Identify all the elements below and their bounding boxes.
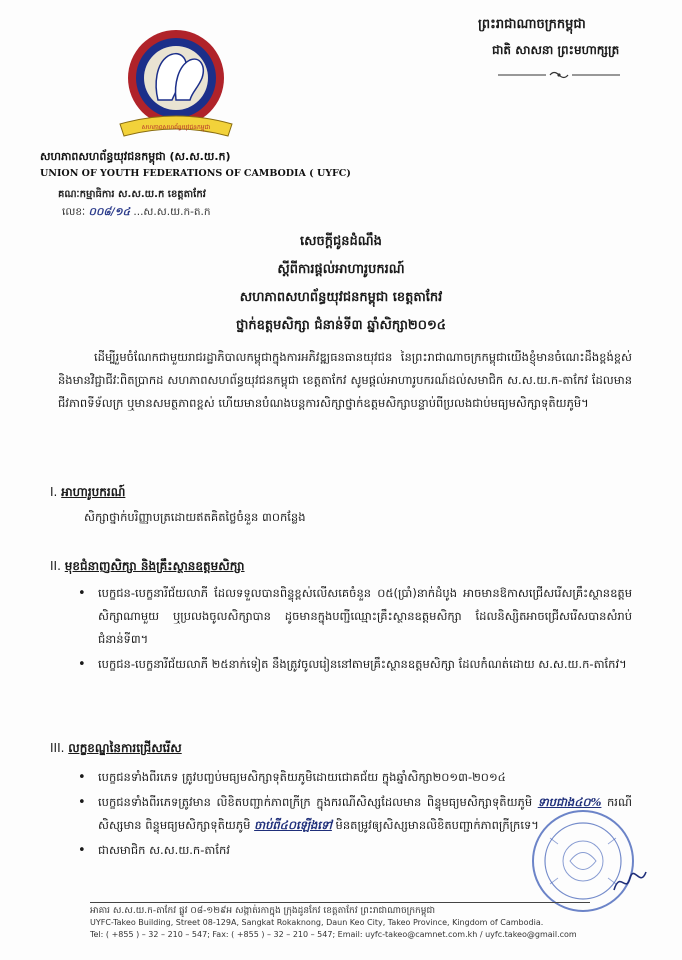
list-item-text: ជាសមាជិក ស.ស.យ.ក-តាកែវ (98, 843, 230, 857)
footer-contact (90, 905, 590, 941)
footer-address-english: UYFC-Takeo Building, Street 08-129A, Sangkat Rokaknong, Daun Keo City, Takeo Province, Kingdom of Cambodia. (90, 918, 544, 927)
section-1-text: សិក្សាថ្នាក់បរិញ្ញាបត្រដោយឥតគិតថ្លៃចំនួន ៣០កន្លែង (84, 510, 306, 524)
section-3-title: លក្ខខណ្ឌនៃការជ្រើសរើស (68, 741, 182, 755)
section-2-title: មុខជំនាញសិក្សា និងគ្រឹះស្ថានឧត្តមសិក្សា (64, 559, 245, 573)
committee-name: គណៈកម្មាធិការ ស.ស.យ.ក ខេត្តតាកែវ (58, 189, 206, 200)
list-item-text: បេក្ខជន-បេក្ខនារីជ័យលាភី ២៥នាក់ទៀត នឹងត្រូវចូលរៀននៅតាមគ្រឹះស្ថានឧត្តមសិក្សា ដែលកំណត់ដោយ ស.ស.យ.ក-តាកែវ។ (98, 657, 627, 671)
handwritten-from-40: ចាប់ពី៤០ឡើងទៅ (254, 818, 332, 832)
list-item (76, 582, 632, 651)
ref-suffix: ...ស.ស.យ.ក-ត.ក (133, 206, 211, 218)
footer-divider (90, 902, 590, 903)
uyfc-logo (110, 26, 242, 146)
bullet-icon: • (78, 795, 86, 810)
bullet-icon: • (78, 843, 86, 858)
title-subject: ស្តីពីការផ្តល់អាហារូបករណ៍ (277, 262, 405, 277)
footer-address-khmer: អាគារ ស.ស.យ.ក-តាកែវ ផ្លូវ ០៨-១២៩អ សង្កាត់រកាក្នុង ក្រុងដូនកែវ ខេត្តតាកែវ ព្រះរាជាណាចក្រកម្ពុជា (90, 906, 436, 916)
org-name-english: UNION OF YOUTH FEDERATIONS OF CAMBODIA ( UYFC) (40, 168, 351, 179)
section-3-number: III. (50, 741, 65, 755)
list-item-text-part2: ករណីសិស្សមាន ពិន្ទុមធ្យមសិក្សាទុតិយភូមិ (98, 795, 632, 832)
section-2-number: II. (50, 559, 61, 573)
divider-ornament-icon (498, 70, 620, 80)
section-1-heading (50, 484, 125, 502)
title-organization: សហភាពសហព័ន្ធយុវជនកម្ពុជា ខេត្តតាកែវ (239, 290, 443, 305)
list-item-text-part1: បេក្ខជនទាំងពីរភេទត្រូវមាន លិខិតបញ្ជាក់ភាពក្រីក្រ ក្នុងករណីសិស្សដែលមាន ពិន្ទុមធ្យមសិក្សាទុតិយភូមិ (98, 795, 533, 809)
section-1-number: I. (50, 485, 58, 499)
bullet-icon: • (78, 657, 86, 672)
reference-number (62, 206, 211, 221)
section-3-heading (50, 740, 182, 758)
logo-banner-text: សហភាពសហព័ន្ធយុវជនកម្ពុជា (141, 124, 211, 131)
intro-paragraph (58, 346, 632, 415)
list-item (76, 653, 632, 676)
ref-prefix: លេខៈ (62, 206, 86, 218)
bullet-icon: • (78, 586, 86, 601)
title-announcement: សេចក្តីជូនដំណឹង (300, 234, 382, 249)
signature-icon (610, 860, 650, 900)
list-item-text: បេក្ខជន-បេក្ខនារីជ័យលាភី ដែលទទួលបានពិន្ទុខ្ពស់លើសគេចំនួន ០៥(ប្រាំ)នាក់ដំបូង អាចមានឱកាសជ្រើសរើសគ្រឹះស្ថានឧត្តមសិក្សាណាមួយ ឬប្រលងចូលសិក្សាបាន ដូចមានក្នុងបញ្ជីឈ្មោះគ្រឹះស្ថានឧត្តមសិក្សា ដែលនិស្សិតអាចជ្រើសរើសបានសំរាប់ជំនាន់ទី៣។ (98, 586, 632, 646)
org-name-khmer: សហភាពសហព័ន្ធយុវជនកម្ពុជា (ស.ស.យ.ក) (40, 150, 231, 163)
title-level-year: ថ្នាក់ឧត្តមសិក្សា ជំនាន់ទី៣ ឆ្នាំសិក្សា២០១៤ (235, 318, 447, 333)
national-motto: ជាតិ សាសនា ព្រះមហាក្សត្រ (492, 43, 620, 57)
intro-text: ដើម្បីរួមចំណែកជាមួយរាជរដ្ឋាភិបាលកម្ពុជាក្នុងការអភិវឌ្ឍធនធានយុវជន នៃព្រះរាជាណាចក្រកម្ពុជាយើងខ្ញុំមានចំណេះដឹងខ្ពង់ខ្ពស់ និងមានវិជ្ជាជីវៈពិតប្រាកដ សហភាពសហព័ន្ធយុវជនកម្ពុជា ខេត្តតាកែវ សូមផ្តល់អាហារូបករណ៍ដល់សមាជិក ស.ស.យ.ក-តាកែវ ដែលមានជីវភាពទីទ័លក្រ ឬមានសមត្ថភាពខ្ពស់ ហើយមានបំណងបន្តការសិក្សាថ្នាក់ឧត្តមសិក្សាបន្ទាប់ពីប្រលងជាប់មធ្យមសិក្សាទុតិយភូមិ។ (58, 350, 632, 410)
section-2-list (76, 582, 632, 678)
handwritten-below-40: ទាបជាង៤០% (537, 795, 602, 809)
bullet-icon: • (78, 770, 86, 785)
footer-phone-email: Tel: ( +855 ) – 32 – 210 – 547; Fax: ( +855 ) – 32 – 210 – 547; Email: uyfc-takeo@camnet.com.kh / uyfc.takeo@gmail.com (90, 930, 577, 939)
announcement-title-block (0, 233, 682, 336)
section-1-title: អាហារូបករណ៍ (61, 485, 126, 499)
list-item-text-part3: មិនតម្រូវឲ្យសិស្សមានលិខិតបញ្ជាក់ភាពក្រីក្រទេ។ (331, 818, 539, 832)
list-item-text: បេក្ខជនទាំងពីរភេទ ត្រូវបញ្ចប់មធ្យមសិក្សាទុតិយភូមិដោយជោគជ័យ ក្នុងឆ្នាំសិក្សា២០១៣-២០១៤ (98, 770, 506, 784)
kingdom-heading: ព្រះរាជាណាចក្រកម្ពុជា (478, 17, 586, 32)
list-item (76, 766, 632, 789)
ref-number-handwritten: ០០៨/១៤ (88, 206, 131, 218)
section-2-heading (50, 558, 245, 576)
